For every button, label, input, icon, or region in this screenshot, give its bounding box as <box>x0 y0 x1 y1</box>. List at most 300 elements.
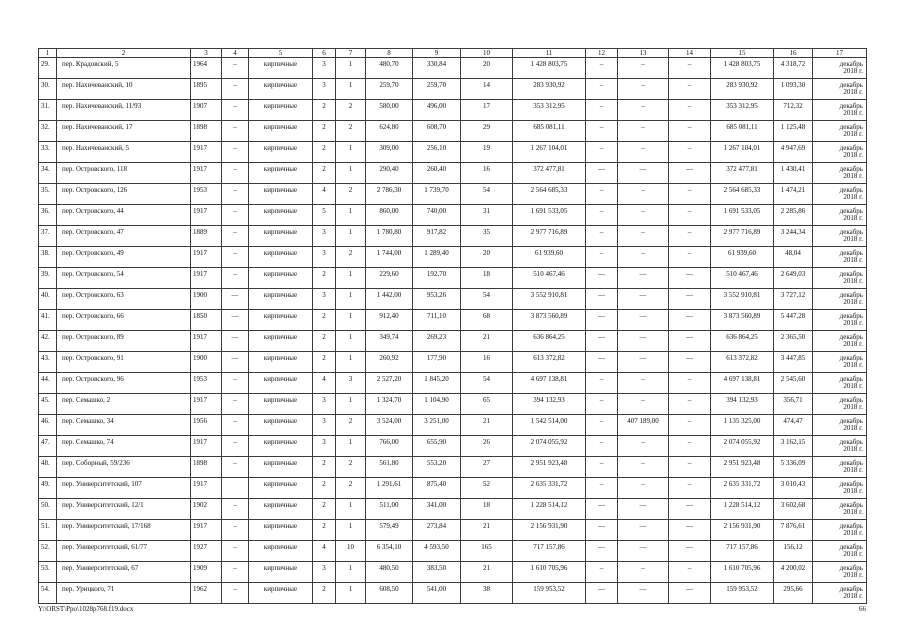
cell-col-4: – <box>222 436 249 457</box>
period-year: 2018 г. <box>843 403 863 411</box>
cell-col-12: — <box>586 499 618 520</box>
cell-col-15: 613 372,82 <box>711 352 774 373</box>
cell-col-4: – <box>222 247 249 268</box>
cell-col-8: 309,00 <box>366 142 413 163</box>
period-month: декабрь <box>839 501 863 509</box>
period-month: декабрь <box>839 144 863 152</box>
cell-col-8: 1 744,00 <box>366 247 413 268</box>
row-number-cell: 34. <box>39 163 57 184</box>
cell-col-11: 1 228 514,12 <box>513 499 586 520</box>
period-cell <box>813 247 867 268</box>
cell-col-8: 349,74 <box>366 331 413 352</box>
period-year: 2018 г. <box>843 340 863 348</box>
period-month: декабрь <box>839 123 863 131</box>
address-cell: пер. Нахичеванский, 11/93 <box>57 100 191 121</box>
cell-col-8: 624,80 <box>366 121 413 142</box>
year-cell: 1898 <box>191 121 222 142</box>
period-year: 2018 г. <box>843 529 863 537</box>
cell-col-6: 2 <box>313 520 336 541</box>
cell-col-13: – <box>618 478 669 499</box>
wall-material-cell: кирпичные <box>249 436 313 457</box>
cell-col-15: 3 873 560,89 <box>711 310 774 331</box>
cell-col-11: 2 977 716,89 <box>513 226 586 247</box>
row-number-cell: 53. <box>39 562 57 583</box>
cell-col-10: 20 <box>461 247 513 268</box>
cell-col-16: 1 125,48 <box>774 121 813 142</box>
column-number-17: 17 <box>813 49 867 58</box>
cell-col-10: 17 <box>461 100 513 121</box>
period-cell <box>813 415 867 436</box>
year-cell: 1917 <box>191 142 222 163</box>
period-month: декабрь <box>839 291 863 299</box>
table-row <box>39 58 867 79</box>
year-cell: 1956 <box>191 415 222 436</box>
cell-col-7: 2 <box>336 415 366 436</box>
table-row <box>39 289 867 310</box>
cell-col-14: – <box>669 205 711 226</box>
row-number-cell: 31. <box>39 100 57 121</box>
address-cell: пер. Островского, 49 <box>57 247 191 268</box>
cell-col-4: – <box>222 58 249 79</box>
period-year: 2018 г. <box>843 361 863 369</box>
period-month: декабрь <box>839 417 863 425</box>
cell-col-12: – <box>586 373 618 394</box>
cell-col-8: 1 442,00 <box>366 289 413 310</box>
table-row <box>39 163 867 184</box>
address-cell: пер. Нахичеванский, 5 <box>57 142 191 163</box>
cell-col-4: — <box>222 289 249 310</box>
cell-col-6: 3 <box>313 79 336 100</box>
cell-col-4: – <box>222 373 249 394</box>
period-cell <box>813 499 867 520</box>
wall-material-cell: кирпичные <box>249 541 313 562</box>
row-number-cell: 40. <box>39 289 57 310</box>
cell-col-11: 1 542 514,00 <box>513 415 586 436</box>
table-row <box>39 142 867 163</box>
period-year: 2018 г. <box>843 382 863 390</box>
table-row <box>39 310 867 331</box>
cell-col-12: — <box>586 310 618 331</box>
address-cell: пер. Крадовский, 5 <box>57 58 191 79</box>
cell-col-14: — <box>669 583 711 604</box>
cell-col-6: 4 <box>313 541 336 562</box>
cell-col-12: – <box>586 436 618 457</box>
cell-col-13: – <box>618 58 669 79</box>
wall-material-cell: кирпичные <box>249 163 313 184</box>
cell-col-8: 580,00 <box>366 100 413 121</box>
cell-col-15: 1 267 104,01 <box>711 142 774 163</box>
cell-col-14: – <box>669 478 711 499</box>
period-cell <box>813 142 867 163</box>
cell-col-13: – <box>618 184 669 205</box>
table-row <box>39 415 867 436</box>
period-year: 2018 г. <box>843 319 863 327</box>
period-month: декабрь <box>839 312 863 320</box>
column-number-2: 2 <box>57 49 191 58</box>
cell-col-7: 2 <box>336 478 366 499</box>
cell-col-14: – <box>669 457 711 478</box>
cell-col-11: 2 564 685,33 <box>513 184 586 205</box>
row-number-cell: 30. <box>39 79 57 100</box>
year-cell: 1953 <box>191 373 222 394</box>
period-cell <box>813 541 867 562</box>
wall-material-cell: кирпичные <box>249 142 313 163</box>
cell-col-13: – <box>618 226 669 247</box>
cell-col-4: – <box>222 142 249 163</box>
cell-col-10: 35 <box>461 226 513 247</box>
period-cell <box>813 289 867 310</box>
cell-col-7: 1 <box>336 142 366 163</box>
year-cell: 1900 <box>191 352 222 373</box>
year-cell: 1900 <box>191 289 222 310</box>
cell-col-9: 608,70 <box>413 121 461 142</box>
year-cell: 1917 <box>191 268 222 289</box>
year-cell: 1917 <box>191 331 222 352</box>
wall-material-cell: кирпичные <box>249 520 313 541</box>
cell-col-11: 717 157,86 <box>513 541 586 562</box>
cell-col-8: 290,40 <box>366 163 413 184</box>
row-number-cell: 51. <box>39 520 57 541</box>
cell-col-9: 553,20 <box>413 457 461 478</box>
cell-col-16: 5 447,28 <box>774 310 813 331</box>
cell-col-7: 1 <box>336 499 366 520</box>
cell-col-4: – <box>222 184 249 205</box>
cell-col-15: 283 930,92 <box>711 79 774 100</box>
cell-col-9: 330,84 <box>413 58 461 79</box>
cell-col-11: 4 697 138,81 <box>513 373 586 394</box>
cell-col-13: – <box>618 373 669 394</box>
row-number-cell: 54. <box>39 583 57 604</box>
cell-col-7: 1 <box>336 520 366 541</box>
cell-col-9: 1 845,20 <box>413 373 461 394</box>
cell-col-12: — <box>586 268 618 289</box>
cell-col-12: — <box>586 352 618 373</box>
period-month: декабрь <box>839 228 863 236</box>
cell-col-10: 31 <box>461 205 513 226</box>
cell-col-15: 2 564 685,33 <box>711 184 774 205</box>
cell-col-9: 259,70 <box>413 79 461 100</box>
cell-col-9: 496,00 <box>413 100 461 121</box>
cell-col-8: 511,00 <box>366 499 413 520</box>
cell-col-14: — <box>669 268 711 289</box>
cell-col-7: 1 <box>336 331 366 352</box>
period-cell <box>813 205 867 226</box>
period-cell <box>813 184 867 205</box>
cell-col-14: — <box>669 163 711 184</box>
address-cell: пер. Университетский, 17/168 <box>57 520 191 541</box>
cell-col-14: — <box>669 352 711 373</box>
cell-col-7: 1 <box>336 205 366 226</box>
wall-material-cell: кирпичные <box>249 184 313 205</box>
cell-col-10: 52 <box>461 478 513 499</box>
period-month: декабрь <box>839 186 863 194</box>
cell-col-11: 613 372,82 <box>513 352 586 373</box>
cell-col-13: – <box>618 79 669 100</box>
cell-col-10: 68 <box>461 310 513 331</box>
column-number-row <box>39 49 867 58</box>
table-row <box>39 457 867 478</box>
cell-col-16: 2 545,60 <box>774 373 813 394</box>
column-number-1: 1 <box>39 49 57 58</box>
cell-col-6: 2 <box>313 268 336 289</box>
cell-col-8: 912,40 <box>366 310 413 331</box>
cell-col-15: 394 132,93 <box>711 394 774 415</box>
period-year: 2018 г. <box>843 130 863 138</box>
cell-col-16: 2 285,86 <box>774 205 813 226</box>
period-month: декабрь <box>839 249 863 257</box>
cell-col-8: 2 786,30 <box>366 184 413 205</box>
cell-col-13: – <box>618 436 669 457</box>
cell-col-16: 3 010,43 <box>774 478 813 499</box>
column-number-4: 4 <box>222 49 249 58</box>
table-body <box>39 49 867 604</box>
address-cell: пер. Университетский, 12/1 <box>57 499 191 520</box>
cell-col-7: 1 <box>336 268 366 289</box>
cell-col-7: 1 <box>336 289 366 310</box>
cell-col-14: – <box>669 184 711 205</box>
cell-col-13: — <box>618 163 669 184</box>
cell-col-14: — <box>669 289 711 310</box>
year-cell: 1953 <box>191 184 222 205</box>
period-cell <box>813 226 867 247</box>
cell-col-11: 3 552 910,81 <box>513 289 586 310</box>
cell-col-8: 561,80 <box>366 457 413 478</box>
wall-material-cell: кирпичные <box>249 58 313 79</box>
table-row <box>39 247 867 268</box>
cell-col-9: 4 593,50 <box>413 541 461 562</box>
year-cell: 1850 <box>191 310 222 331</box>
housing-register-table <box>38 48 867 604</box>
cell-col-6: 4 <box>313 373 336 394</box>
row-number-cell: 33. <box>39 142 57 163</box>
cell-col-15: 2 977 716,89 <box>711 226 774 247</box>
cell-col-12: — <box>586 520 618 541</box>
cell-col-10: 18 <box>461 268 513 289</box>
cell-col-6: 2 <box>313 100 336 121</box>
cell-col-4: — <box>222 310 249 331</box>
year-cell: 1909 <box>191 562 222 583</box>
cell-col-14: – <box>669 58 711 79</box>
cell-col-16: 3 602,68 <box>774 499 813 520</box>
year-cell: 1907 <box>191 100 222 121</box>
cell-col-13: — <box>618 541 669 562</box>
cell-col-15: 3 552 910,81 <box>711 289 774 310</box>
table-row <box>39 478 867 499</box>
year-cell: 1895 <box>191 79 222 100</box>
period-month: декабрь <box>839 522 863 530</box>
cell-col-4: – <box>222 79 249 100</box>
cell-col-15: 636 864,25 <box>711 331 774 352</box>
cell-col-4: – <box>222 268 249 289</box>
cell-col-8: 608,50 <box>366 583 413 604</box>
cell-col-9: 541,00 <box>413 583 461 604</box>
cell-col-12: – <box>586 205 618 226</box>
cell-col-9: 711,10 <box>413 310 461 331</box>
cell-col-12: – <box>586 247 618 268</box>
period-year: 2018 г. <box>843 235 863 243</box>
cell-col-10: 26 <box>461 436 513 457</box>
cell-col-14: — <box>669 520 711 541</box>
document-path: Y:\ORST\Ppo\1028p768.f19.docx <box>38 605 134 613</box>
cell-col-10: 54 <box>461 373 513 394</box>
year-cell: 1917 <box>191 205 222 226</box>
address-cell: пер. Островского, 126 <box>57 184 191 205</box>
cell-col-6: 2 <box>313 478 336 499</box>
cell-col-10: 29 <box>461 121 513 142</box>
cell-col-14: – <box>669 79 711 100</box>
cell-col-13: – <box>618 142 669 163</box>
wall-material-cell: кирпичные <box>249 562 313 583</box>
cell-col-10: 21 <box>461 331 513 352</box>
cell-col-12: – <box>586 79 618 100</box>
period-month: декабрь <box>839 354 863 362</box>
cell-col-12: — <box>586 331 618 352</box>
row-number-cell: 48. <box>39 457 57 478</box>
cell-col-7: 1 <box>336 583 366 604</box>
cell-col-16: 1 474,21 <box>774 184 813 205</box>
cell-col-11: 1 691 533,05 <box>513 205 586 226</box>
cell-col-12: — <box>586 583 618 604</box>
cell-col-14: – <box>669 121 711 142</box>
period-cell <box>813 100 867 121</box>
address-cell: пер. Островского, 118 <box>57 163 191 184</box>
table-row <box>39 226 867 247</box>
wall-material-cell: кирпичные <box>249 79 313 100</box>
period-month: декабрь <box>839 102 863 110</box>
period-cell <box>813 394 867 415</box>
cell-col-13: 407 189,00 <box>618 415 669 436</box>
row-number-cell: 38. <box>39 247 57 268</box>
cell-col-15: 2 951 923,48 <box>711 457 774 478</box>
column-number-7: 7 <box>336 49 366 58</box>
period-cell <box>813 373 867 394</box>
cell-col-6: 2 <box>313 583 336 604</box>
wall-material-cell: кирпичные <box>249 331 313 352</box>
row-number-cell: 29. <box>39 58 57 79</box>
address-cell: пер. Университетский, 107 <box>57 478 191 499</box>
cell-col-15: 1 610 705,96 <box>711 562 774 583</box>
cell-col-16: 1 430,41 <box>774 163 813 184</box>
cell-col-9: 953,26 <box>413 289 461 310</box>
cell-col-6: 3 <box>313 58 336 79</box>
cell-col-13: – <box>618 394 669 415</box>
cell-col-11: 159 953,52 <box>513 583 586 604</box>
cell-col-7: 1 <box>336 436 366 457</box>
cell-col-4: – <box>222 100 249 121</box>
address-cell: пер. Островского, 91 <box>57 352 191 373</box>
period-cell <box>813 562 867 583</box>
cell-col-15: 1 428 803,75 <box>711 58 774 79</box>
wall-material-cell: кирпичные <box>249 373 313 394</box>
cell-col-10: 54 <box>461 289 513 310</box>
row-number-cell: 52. <box>39 541 57 562</box>
cell-col-9: 3 251,00 <box>413 415 461 436</box>
cell-col-14: – <box>669 415 711 436</box>
column-number-13: 13 <box>618 49 669 58</box>
cell-col-16: 3 162,15 <box>774 436 813 457</box>
period-year: 2018 г. <box>843 508 863 516</box>
cell-col-14: — <box>669 541 711 562</box>
cell-col-16: 2 649,03 <box>774 268 813 289</box>
cell-col-4: — <box>222 352 249 373</box>
row-number-cell: 39. <box>39 268 57 289</box>
cell-col-7: 10 <box>336 541 366 562</box>
period-cell <box>813 520 867 541</box>
cell-col-13: — <box>618 310 669 331</box>
table-row <box>39 205 867 226</box>
cell-col-12: – <box>586 100 618 121</box>
cell-col-14: – <box>669 226 711 247</box>
cell-col-15: 685 081,11 <box>711 121 774 142</box>
cell-col-15: 1 135 325,00 <box>711 415 774 436</box>
cell-col-8: 579,49 <box>366 520 413 541</box>
cell-col-16: 4 947,69 <box>774 142 813 163</box>
period-year: 2018 г. <box>843 67 863 75</box>
address-cell: пер. Нахичеванский, 10 <box>57 79 191 100</box>
column-number-15: 15 <box>711 49 774 58</box>
period-cell <box>813 436 867 457</box>
cell-col-6: 2 <box>313 457 336 478</box>
cell-col-9: 383,50 <box>413 562 461 583</box>
cell-col-11: 61 939,60 <box>513 247 586 268</box>
address-cell: пер. Университетский, 67 <box>57 562 191 583</box>
cell-col-12: – <box>586 121 618 142</box>
cell-col-16: 48,04 <box>774 247 813 268</box>
cell-col-13: – <box>618 205 669 226</box>
cell-col-10: 21 <box>461 562 513 583</box>
cell-col-10: 18 <box>461 499 513 520</box>
cell-col-8: 3 524,00 <box>366 415 413 436</box>
table-row <box>39 184 867 205</box>
cell-col-16: 7 876,61 <box>774 520 813 541</box>
cell-col-15: 2 635 331,72 <box>711 478 774 499</box>
wall-material-cell: кирпичные <box>249 205 313 226</box>
period-year: 2018 г. <box>843 88 863 96</box>
period-cell <box>813 79 867 100</box>
cell-col-16: 3 727,12 <box>774 289 813 310</box>
year-cell: 1964 <box>191 58 222 79</box>
cell-col-7: 2 <box>336 247 366 268</box>
address-cell: пер. Островского, 54 <box>57 268 191 289</box>
cell-col-14: – <box>669 100 711 121</box>
cell-col-8: 229,60 <box>366 268 413 289</box>
period-month: декабрь <box>839 375 863 383</box>
period-month: декабрь <box>839 270 863 278</box>
cell-col-15: 510 467,46 <box>711 268 774 289</box>
row-number-cell: 36. <box>39 205 57 226</box>
cell-col-9: 269,23 <box>413 331 461 352</box>
cell-col-7: 1 <box>336 163 366 184</box>
period-year: 2018 г. <box>843 424 863 432</box>
wall-material-cell: кирпичные <box>249 415 313 436</box>
address-cell: пер. Островского, 63 <box>57 289 191 310</box>
cell-col-16: 4 200,02 <box>774 562 813 583</box>
cell-col-9: 1 289,40 <box>413 247 461 268</box>
cell-col-11: 636 864,25 <box>513 331 586 352</box>
cell-col-6: 3 <box>313 289 336 310</box>
cell-col-12: – <box>586 457 618 478</box>
cell-col-10: 65 <box>461 394 513 415</box>
cell-col-10: 54 <box>461 184 513 205</box>
wall-material-cell: кирпичные <box>249 499 313 520</box>
cell-col-7: 2 <box>336 121 366 142</box>
cell-col-14: — <box>669 331 711 352</box>
cell-col-11: 372 477,81 <box>513 163 586 184</box>
cell-col-6: 3 <box>313 415 336 436</box>
period-year: 2018 г. <box>843 193 863 201</box>
cell-col-12: – <box>586 478 618 499</box>
period-month: декабрь <box>839 438 863 446</box>
